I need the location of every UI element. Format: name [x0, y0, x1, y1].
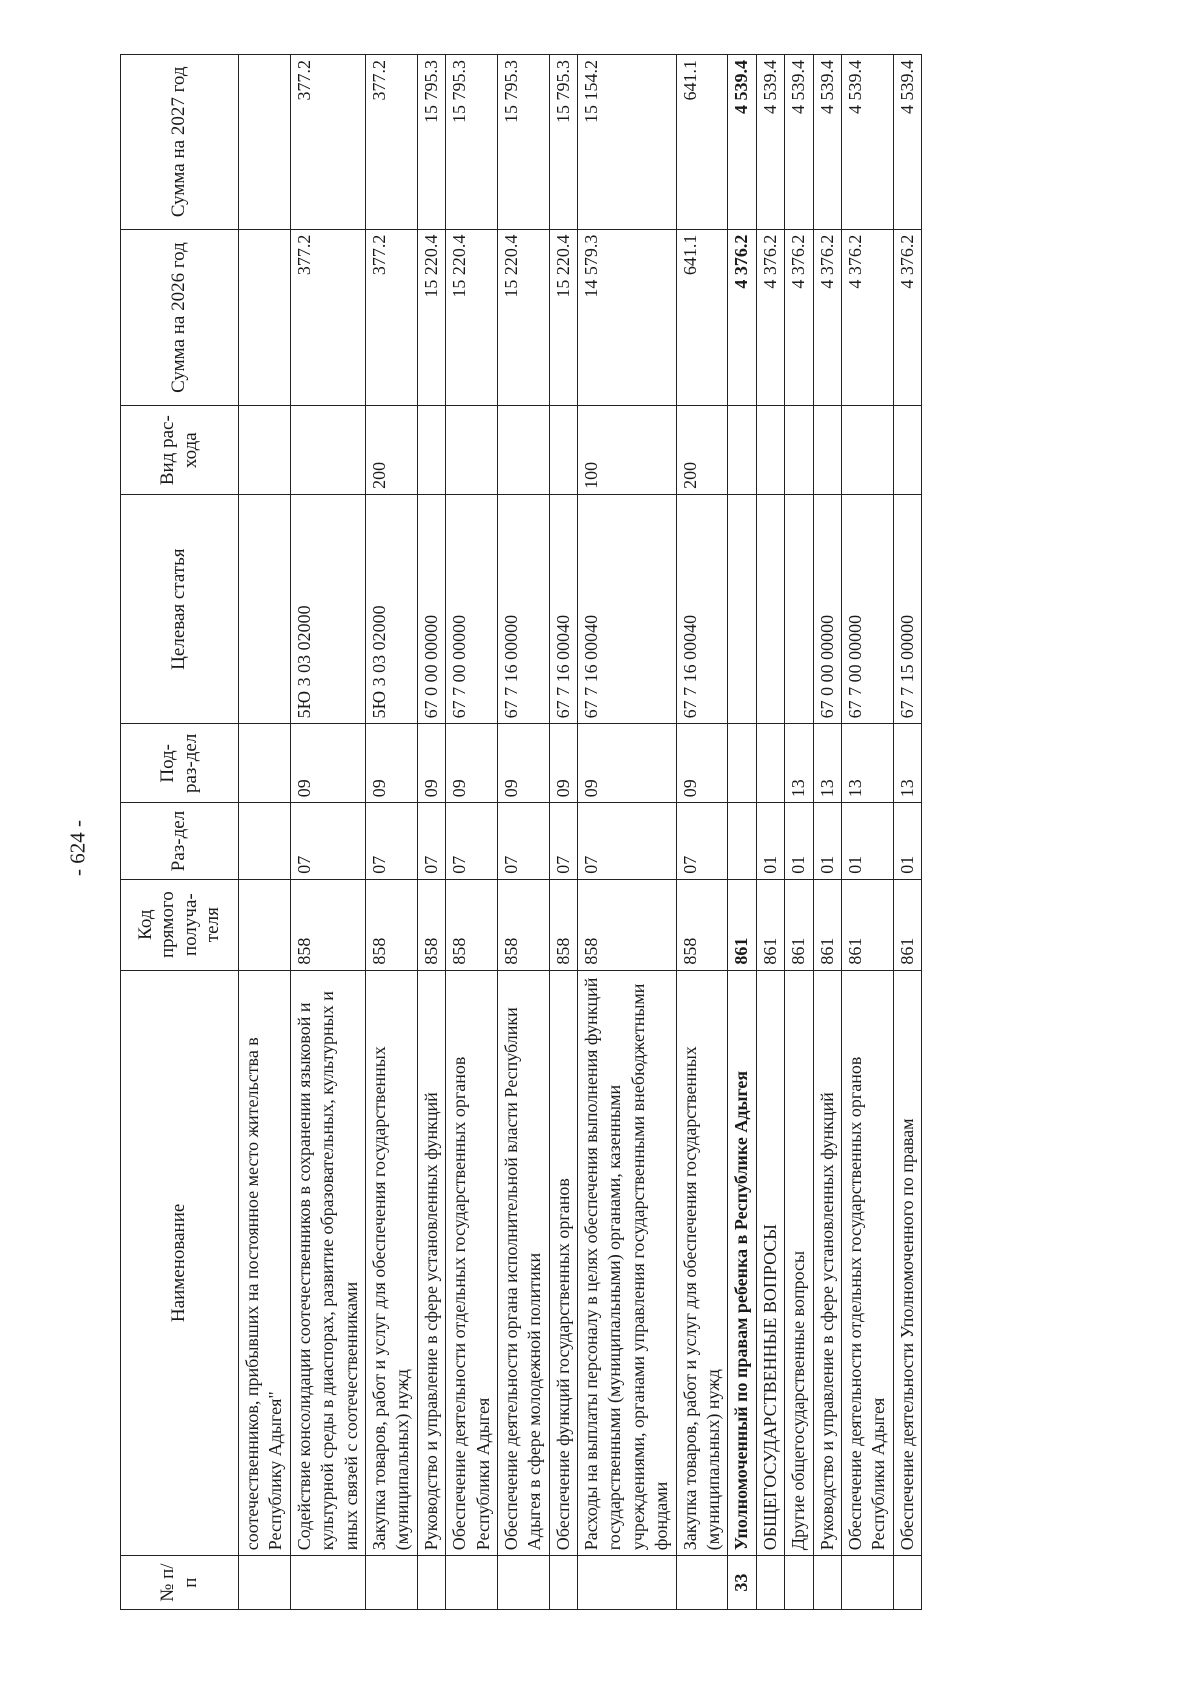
table-body — [239, 55, 922, 1610]
cell-vid — [549, 406, 577, 494]
cell-name: Обеспечение деятельности органа исполнительной власти Республики Адыгея в сфере молодежной политики — [497, 970, 549, 1556]
table-row — [728, 55, 756, 1610]
cell-name: Руководство и управление в сфере установленных функций — [813, 970, 841, 1556]
cell-celevaya — [728, 494, 756, 723]
cell-celevaya: 5Ю 3 03 02000 — [365, 494, 417, 723]
cell-name: Содействие консолидации соотечественников в сохранении языковой и культурной среды в диаспорах, развитие образовательных, культурных и иных связей с соотечественниками — [290, 970, 365, 1556]
cell-podrazdel: 09 — [365, 724, 417, 803]
cell-razdel: 01 — [893, 803, 921, 879]
cell-razdel — [728, 803, 756, 879]
cell-sum2027: 4 539.4 — [813, 55, 841, 230]
table-row — [756, 55, 784, 1610]
table-row — [239, 55, 291, 1610]
cell-podrazdel: 09 — [446, 724, 498, 803]
cell-no — [813, 1556, 841, 1610]
cell-no: 33 — [728, 1556, 756, 1610]
header-vid: Вид рас-хода — [121, 406, 239, 494]
cell-name: Уполномоченный по правам ребенка в Республике Адыгея — [728, 970, 756, 1556]
cell-no — [290, 1556, 365, 1610]
cell-no — [578, 1556, 677, 1610]
cell-vid — [446, 406, 498, 494]
cell-sum2026: 15 220.4 — [417, 229, 445, 406]
cell-sum2026: 4 376.2 — [841, 229, 893, 406]
cell-razdel: 07 — [676, 803, 728, 879]
cell-razdel: 01 — [813, 803, 841, 879]
cell-celevaya — [785, 494, 813, 723]
cell-celevaya: 67 7 16 00040 — [578, 494, 677, 723]
cell-no — [239, 1556, 291, 1610]
cell-no — [893, 1556, 921, 1610]
cell-razdel: 07 — [549, 803, 577, 879]
cell-name: соотечественников, прибывших на постоянное место жительства в Республику Адыгея" — [239, 970, 291, 1556]
cell-vid: 100 — [578, 406, 677, 494]
cell-podrazdel: 09 — [549, 724, 577, 803]
table-row — [676, 55, 728, 1610]
cell-recipient: 861 — [841, 879, 893, 970]
cell-no — [417, 1556, 445, 1610]
cell-no — [365, 1556, 417, 1610]
table-row — [497, 55, 549, 1610]
cell-sum2027: 4 539.4 — [728, 55, 756, 230]
cell-vid: 200 — [365, 406, 417, 494]
cell-recipient: 858 — [578, 879, 677, 970]
cell-sum2026: 641.1 — [676, 229, 728, 406]
header-podrazdel: Под-раз-дел — [121, 724, 239, 803]
cell-sum2027: 15 795.3 — [497, 55, 549, 230]
cell-sum2026: 15 220.4 — [446, 229, 498, 406]
cell-name: Закупка товаров, работ и услуг для обеспечения государственных (муниципальных) нужд — [676, 970, 728, 1556]
cell-sum2027: 4 539.4 — [893, 55, 921, 230]
cell-celevaya: 67 7 00 00000 — [841, 494, 893, 723]
cell-recipient: 858 — [417, 879, 445, 970]
cell-razdel: 07 — [578, 803, 677, 879]
cell-name: Обеспечение деятельности отдельных государственных органов Республики Адыгея — [446, 970, 498, 1556]
cell-no — [497, 1556, 549, 1610]
cell-podrazdel: 09 — [290, 724, 365, 803]
cell-vid — [239, 406, 291, 494]
cell-vid — [497, 406, 549, 494]
cell-vid — [785, 406, 813, 494]
cell-recipient — [239, 879, 291, 970]
header-sum-2027: Сумма на 2027 год — [121, 55, 239, 230]
header-recipient: Код прямого получа-теля — [121, 879, 239, 970]
table-row — [365, 55, 417, 1610]
cell-razdel: 07 — [290, 803, 365, 879]
cell-podrazdel — [728, 724, 756, 803]
cell-podrazdel: 13 — [893, 724, 921, 803]
cell-celevaya: 67 0 00 00000 — [813, 494, 841, 723]
cell-sum2026: 4 376.2 — [728, 229, 756, 406]
cell-recipient: 858 — [365, 879, 417, 970]
cell-podrazdel: 09 — [417, 724, 445, 803]
cell-razdel: 07 — [417, 803, 445, 879]
cell-podrazdel: 13 — [841, 724, 893, 803]
cell-vid — [756, 406, 784, 494]
cell-razdel: 07 — [446, 803, 498, 879]
cell-name: Обеспечение деятельности Уполномоченного по правам — [893, 970, 921, 1556]
cell-recipient: 858 — [446, 879, 498, 970]
cell-sum2026: 15 220.4 — [549, 229, 577, 406]
cell-sum2026: 377.2 — [290, 229, 365, 406]
cell-razdel: 01 — [756, 803, 784, 879]
budget-table — [120, 54, 922, 1610]
cell-sum2026: 14 579.3 — [578, 229, 677, 406]
table-row — [549, 55, 577, 1610]
table-row — [446, 55, 498, 1610]
cell-sum2026: 4 376.2 — [893, 229, 921, 406]
cell-recipient: 858 — [549, 879, 577, 970]
cell-celevaya: 67 7 15 00000 — [893, 494, 921, 723]
cell-razdel — [239, 803, 291, 879]
cell-razdel: 01 — [785, 803, 813, 879]
cell-vid — [841, 406, 893, 494]
cell-vid: 200 — [676, 406, 728, 494]
cell-podrazdel: 13 — [785, 724, 813, 803]
cell-recipient: 861 — [893, 879, 921, 970]
cell-sum2026: 4 376.2 — [756, 229, 784, 406]
cell-sum2027: 15 795.3 — [417, 55, 445, 230]
header-sum-2026: Сумма на 2026 год — [121, 229, 239, 406]
cell-sum2026: 4 376.2 — [785, 229, 813, 406]
table-header-row — [121, 55, 239, 1610]
table-row — [290, 55, 365, 1610]
cell-celevaya: 67 7 00 00000 — [446, 494, 498, 723]
cell-sum2027: 4 539.4 — [841, 55, 893, 230]
header-celevaya: Целевая статья — [121, 494, 239, 723]
table-row — [841, 55, 893, 1610]
header-razdel: Раз-дел — [121, 803, 239, 879]
cell-vid — [417, 406, 445, 494]
cell-name: Закупка товаров, работ и услуг для обеспечения государственных (муниципальных) нужд — [365, 970, 417, 1556]
cell-no — [446, 1556, 498, 1610]
cell-razdel: 01 — [841, 803, 893, 879]
cell-podrazdel: 09 — [497, 724, 549, 803]
cell-podrazdel: 09 — [676, 724, 728, 803]
cell-sum2027 — [239, 55, 291, 230]
cell-name: Обеспечение функций государственных органов — [549, 970, 577, 1556]
cell-recipient: 861 — [728, 879, 756, 970]
cell-podrazdel: 09 — [578, 724, 677, 803]
cell-recipient: 861 — [813, 879, 841, 970]
cell-no — [756, 1556, 784, 1610]
cell-razdel: 07 — [497, 803, 549, 879]
cell-sum2027: 15 154.2 — [578, 55, 677, 230]
cell-sum2026: 4 376.2 — [813, 229, 841, 406]
cell-razdel: 07 — [365, 803, 417, 879]
cell-recipient: 861 — [756, 879, 784, 970]
table-row — [893, 55, 921, 1610]
cell-sum2027: 4 539.4 — [785, 55, 813, 230]
cell-podrazdel: 13 — [813, 724, 841, 803]
header-no: № п/п — [121, 1556, 239, 1610]
cell-no — [841, 1556, 893, 1610]
cell-vid — [290, 406, 365, 494]
cell-no — [549, 1556, 577, 1610]
cell-sum2027: 15 795.3 — [446, 55, 498, 230]
cell-sum2027: 4 539.4 — [756, 55, 784, 230]
rotated-page-content — [120, 54, 1100, 1610]
cell-vid — [813, 406, 841, 494]
cell-sum2027: 377.2 — [365, 55, 417, 230]
cell-celevaya: 67 7 16 00000 — [497, 494, 549, 723]
cell-celevaya: 67 7 16 00040 — [676, 494, 728, 723]
cell-name: Обеспечение деятельности отдельных государственных органов Республики Адыгея — [841, 970, 893, 1556]
cell-sum2027: 377.2 — [290, 55, 365, 230]
cell-sum2027: 641.1 — [676, 55, 728, 230]
cell-celevaya — [756, 494, 784, 723]
cell-recipient: 858 — [290, 879, 365, 970]
page-number: - 624 - — [65, 820, 90, 876]
cell-name: Руководство и управление в сфере установленных функций — [417, 970, 445, 1556]
cell-vid — [893, 406, 921, 494]
cell-celevaya: 67 0 00 00000 — [417, 494, 445, 723]
cell-celevaya: 5Ю 3 03 02000 — [290, 494, 365, 723]
cell-vid — [728, 406, 756, 494]
cell-name: ОБЩЕГОСУДАРСТВЕННЫЕ ВОПРОСЫ — [756, 970, 784, 1556]
table-row — [785, 55, 813, 1610]
cell-no — [785, 1556, 813, 1610]
cell-name: Расходы на выплаты персоналу в целях обеспечения выполнения функций государственными (муниципальными) органами, казенными учреждениями, органами управления государственными внебюджетными фондами — [578, 970, 677, 1556]
header-name: Наименование — [121, 970, 239, 1556]
table-row — [813, 55, 841, 1610]
cell-sum2026: 15 220.4 — [497, 229, 549, 406]
cell-recipient: 861 — [785, 879, 813, 970]
table-row — [578, 55, 677, 1610]
cell-name: Другие общегосударственные вопросы — [785, 970, 813, 1556]
cell-celevaya: 67 7 16 00040 — [549, 494, 577, 723]
cell-celevaya — [239, 494, 291, 723]
cell-recipient: 858 — [676, 879, 728, 970]
table-row — [417, 55, 445, 1610]
cell-recipient: 858 — [497, 879, 549, 970]
cell-sum2027: 15 795.3 — [549, 55, 577, 230]
cell-podrazdel — [239, 724, 291, 803]
cell-no — [676, 1556, 728, 1610]
cell-sum2026 — [239, 229, 291, 406]
cell-sum2026: 377.2 — [365, 229, 417, 406]
cell-podrazdel — [756, 724, 784, 803]
